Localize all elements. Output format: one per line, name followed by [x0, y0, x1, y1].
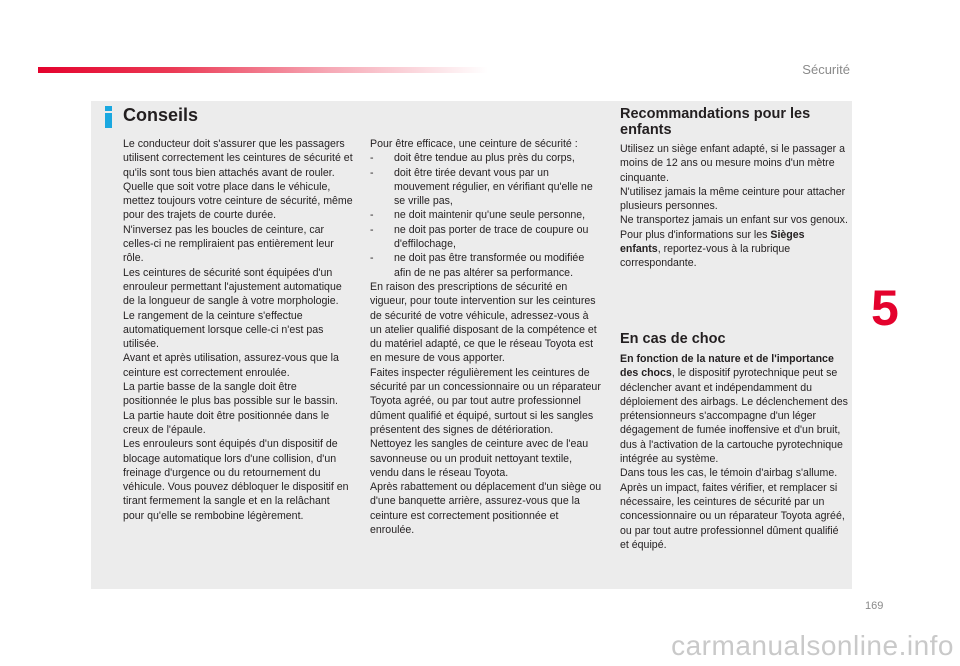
- paragraph: Le conducteur doit s'assurer que les passagers utilisent correctement les ceintures de sécurité et qu'ils sont tous bien attachés avant de rouler.: [123, 138, 353, 179]
- choc-text: [620, 352, 850, 552]
- watermark: carmanualsonline.info: [671, 630, 954, 661]
- header-accent-bar: [38, 67, 488, 73]
- page-number: 169: [865, 600, 884, 612]
- list-item: - ne doit pas être transformée ou modifiée afin de ne pas altérer sa performance.: [370, 252, 585, 279]
- choc-heading: En cas de choc: [620, 331, 726, 347]
- paragraph: Nettoyez les sangles de ceinture avec de l'eau savonneuse ou un produit nettoyant textile, vendu dans le réseau Toyota.: [370, 438, 589, 479]
- dash-bullet: -: [370, 223, 374, 236]
- info-icon: [102, 106, 116, 128]
- paragraph: Les ceintures de sécurité sont équipées d'un enrouleur permettant l'ajustement automatique de la longueur de sangle à votre morphologie. Le rangement de la ceinture s'effectue automatiquement lorsque celle-ci n'est pas utilisée.: [123, 266, 342, 351]
- list-item: - doit être tirée devant vous par un mouvement régulier, en vérifiant qu'elle ne se vrille pas,: [370, 166, 593, 208]
- paragraph: N'utilisez jamais la même ceinture pour attacher plusieurs personnes.: [620, 185, 846, 213]
- dash-bullet: -: [370, 166, 374, 179]
- paragraph: Les enrouleurs sont équipés d'un dispositif de blocage automatique lors d'une collision, d'un freinage d'urgence ou du retournement du véhicule. Vous pouvez débloquer le dispositif en tirant fermement la sangle et en la relâchant pour qu'elle se rembobine légèrement.: [123, 438, 349, 522]
- paragraph: Faites inspecter régulièrement les ceintures de sécurité par un concessionnaire ou un réparateur Toyota agréé, ou par tout autre professionnel dûment qualifié et équipé, surtout si les sangles présentent des signes de détérioration.: [370, 366, 601, 436]
- paragraph: En raison des prescriptions de sécurité en vigueur, pour toute intervention sur les ceintures de sécurité de votre véhicule, adressez-vous à un atelier qualifié disposant de la compétence et du matériel adapté, ce que le réseau Toyota est en mesure de vous apporter.: [370, 280, 597, 365]
- paragraph: La partie basse de la sangle doit être positionnée le plus bas possible sur le bassin.: [123, 381, 338, 408]
- paragraph: Pour plus d'informations sur les Sièges enfants, reportez-vous à la rubrique correspondante.: [620, 228, 805, 270]
- list-item: - ne doit maintenir qu'une seule personne,: [370, 209, 586, 222]
- dash-bullet: -: [370, 252, 374, 265]
- paragraph: Quelle que soit votre place dans le véhicule, mettez toujours votre ceinture de sécurité, même pour des trajets de courte durée.: [123, 180, 353, 222]
- dash-bullet: -: [370, 209, 374, 222]
- list-intro: Pour être efficace, une ceinture de sécurité :: [370, 138, 578, 150]
- enfants-heading: Recommandations pour les enfants: [620, 106, 811, 138]
- enfants-text: [620, 142, 848, 271]
- conseils-heading: Conseils: [123, 105, 199, 125]
- paragraph: N'inversez pas les boucles de ceinture, car celles-ci ne rempliraient pas entièrement leur rôle.: [123, 223, 334, 265]
- section-title: Sécurité: [802, 62, 850, 77]
- paragraph: Ne transportez jamais un enfant sur vos genoux.: [620, 214, 848, 227]
- chapter-number: 5: [871, 280, 899, 336]
- paragraph: Dans tous les cas, le témoin d'airbag s'allume.: [620, 467, 838, 480]
- dash-bullet: -: [370, 152, 374, 165]
- paragraph: Après un impact, faites vérifier, et remplacer si nécessaire, les ceintures de sécurité par un concessionnaire ou un réparateur Toyota agréé, ou par tout autre professionnel dûment qualifié et équipé.: [620, 481, 845, 551]
- paragraph: Avant et après utilisation, assurez-vous que la ceinture est correctement enroulée.: [123, 352, 339, 379]
- list-item: - doit être tendue au plus près du corps,: [370, 152, 575, 165]
- paragraph: La partie haute doit être positionnée dans le creux de l'épaule.: [123, 409, 330, 436]
- paragraph: Utilisez un siège enfant adapté, si le passager a moins de 12 ans ou mesure moins d'un mètre cinquante.: [620, 143, 845, 184]
- list-item: - ne doit pas porter de trace de coupure ou d'effilochage,: [370, 223, 589, 251]
- conseils-column-1: [123, 137, 353, 523]
- paragraph: Après rabattement ou déplacement d'un siège ou d'une banquette arrière, assurez-vous que la ceinture est correctement positionnée et enroulée.: [370, 481, 602, 537]
- link-sieges-enfants: Sièges enfants: [620, 228, 805, 256]
- conseils-column-2: [370, 137, 602, 537]
- paragraph: En fonction de la nature et de l'importance des chocs, le dispositif pyrotechnique peut se déclencher avant et indépendamment du déploiement des airbags. Le déclenchement des prétensionneurs s'accompagne d'un léger dégagement de fumée inoffensive et d'un bruit, dus à l'activation de la cartouche pyrotechnique intégrée au système.: [620, 353, 848, 466]
